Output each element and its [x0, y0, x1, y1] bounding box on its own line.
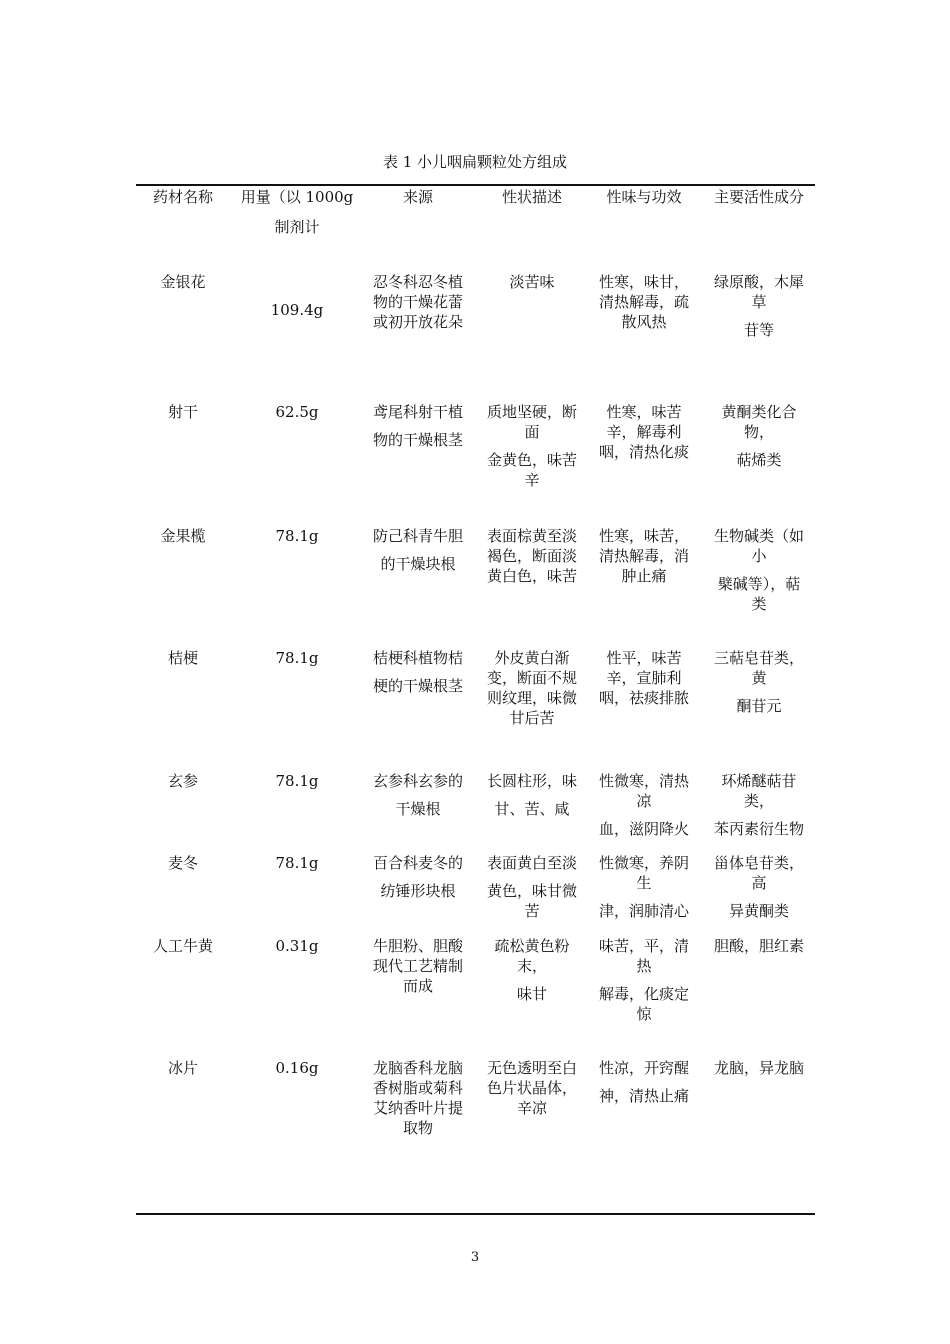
source-line: 艾纳香叶片提 [372, 1099, 463, 1117]
cell-trait [480, 936, 584, 1004]
trait-line: 疏松黄色粉 [494, 937, 570, 955]
component-line: 黄 [751, 669, 767, 687]
cell-dose: 109.4g [270, 301, 324, 319]
cell-component [706, 771, 812, 839]
source-line: 防己科青牛胆 [372, 527, 463, 545]
source-line: 而成 [402, 977, 433, 995]
taste-line: 惊 [636, 1005, 652, 1023]
taste-line: 性寒，味苦， [598, 527, 689, 545]
component-line: 酮苷元 [736, 697, 782, 715]
cell-source [366, 1058, 470, 1138]
header-component: 主要活性成分 [713, 188, 804, 206]
cell-trait [480, 526, 584, 586]
component-line: 胆酸，胆红素 [713, 937, 804, 955]
cell-source [366, 526, 470, 574]
component-line: 异黄酮类 [728, 902, 789, 920]
cell-name: 射干 [167, 403, 198, 421]
taste-line: 肿止痛 [621, 567, 667, 585]
taste-line: 清热解毒，消 [598, 547, 689, 565]
trait-line: 无色透明至白 [486, 1059, 577, 1077]
cell-trait [480, 402, 584, 490]
component-line: 生物碱类（如 [713, 527, 804, 545]
cell-source [366, 771, 470, 819]
cell-trait [480, 272, 584, 292]
cell-dose: 0.16g [275, 1059, 319, 1077]
cell-name: 冰片 [167, 1059, 198, 1077]
header-trait: 性状描述 [501, 188, 562, 206]
trait-line: 甘后苦 [509, 709, 555, 727]
component-line: 甾体皂苷类， [713, 854, 804, 872]
cell-dose: 78.1g [275, 649, 319, 667]
cell-dose: 62.5g [275, 403, 319, 421]
component-line: 三萜皂苷类， [713, 649, 804, 667]
trait-line: 苦 [524, 902, 540, 920]
component-line: 龙脑，异龙脑 [713, 1059, 804, 1077]
cell-trait [480, 1058, 584, 1118]
trait-line: 黄色，味甘微 [486, 882, 577, 900]
cell-trait [480, 771, 584, 819]
taste-line: 咽，清热化痰 [598, 443, 689, 461]
taste-line: 性寒，味甘， [598, 273, 689, 291]
taste-line: 生 [636, 874, 652, 892]
source-line: 百合科麦冬的 [372, 854, 463, 872]
component-line: 类 [751, 595, 767, 613]
taste-line: 散风热 [621, 313, 667, 331]
source-line: 牛胆粉、胆酸 [372, 937, 463, 955]
source-line: 物的干燥花蕾 [372, 293, 463, 311]
cell-component [706, 402, 812, 470]
cell-component [706, 1058, 812, 1078]
source-line: 现代工艺精制 [372, 957, 463, 975]
table-header [136, 184, 815, 270]
cell-source [366, 936, 470, 996]
cell-name: 人工牛黄 [152, 937, 213, 955]
trait-line: 淡苦味 [509, 273, 555, 291]
component-line: 黄酮类化合 [721, 403, 797, 421]
table-bottom-rule [136, 1213, 815, 1215]
trait-line: 辛凉 [516, 1099, 547, 1117]
component-line: 高 [751, 874, 767, 892]
trait-line: 褐色，断面淡 [486, 547, 577, 565]
cell-taste [592, 936, 696, 1024]
source-line: 玄参科玄参的 [372, 772, 463, 790]
taste-line: 热 [636, 957, 652, 975]
cell-trait [480, 853, 584, 921]
trait-line: 金黄色，味苦 [486, 451, 577, 469]
header-source: 来源 [402, 188, 433, 206]
trait-line: 外皮黄白渐 [494, 649, 570, 667]
trait-line: 辛 [524, 471, 540, 489]
trait-line: 味甘 [516, 985, 547, 1003]
component-line: 类， [743, 792, 774, 810]
source-line: 干燥根 [395, 800, 441, 818]
cell-taste [592, 402, 696, 462]
cell-taste [592, 526, 696, 586]
trait-line: 末， [516, 957, 547, 975]
trait-line: 则纹理，味微 [486, 689, 577, 707]
cell-taste [592, 853, 696, 921]
cell-dose: 78.1g [275, 527, 319, 545]
component-line: 苷等 [743, 321, 774, 339]
cell-dose: 78.1g [275, 772, 319, 790]
component-line: 萜烯类 [736, 451, 782, 469]
source-line: 物的干燥根茎 [372, 431, 463, 449]
cell-component [706, 648, 812, 716]
source-line: 忍冬科忍冬植 [372, 273, 463, 291]
cell-source [366, 853, 470, 901]
source-line: 梗的干燥根茎 [372, 677, 463, 695]
taste-line: 咽，祛痰排脓 [598, 689, 689, 707]
cell-taste [592, 648, 696, 708]
taste-line: 性凉，开窍醒 [598, 1059, 689, 1077]
trait-line: 面 [524, 423, 540, 441]
header-dose-line2: 制剂计 [274, 218, 320, 236]
cell-source [366, 272, 470, 332]
cell-component [706, 526, 812, 614]
source-line: 纺锤形块根 [380, 882, 456, 900]
trait-line: 甘、苦、咸 [494, 800, 570, 818]
taste-line: 清热解毒，疏 [598, 293, 689, 311]
taste-line: 性微寒，清热 [598, 772, 689, 790]
cell-taste [592, 1058, 696, 1106]
page-number: 3 [470, 1250, 480, 1265]
source-line: 桔梗科植物桔 [372, 649, 463, 667]
component-line: 绿原酸，木犀 [713, 273, 804, 291]
source-line: 鸢尾科射干植 [372, 403, 463, 421]
trait-line: 表面棕黄至淡 [486, 527, 577, 545]
source-line: 的干燥块根 [380, 555, 456, 573]
cell-component [706, 272, 812, 340]
taste-line: 味苦，平，清 [598, 937, 689, 955]
source-line: 或初开放花朵 [372, 313, 463, 331]
cell-component [706, 936, 812, 956]
cell-taste [592, 272, 696, 332]
cell-trait [480, 648, 584, 728]
trait-line: 色片状晶体， [486, 1079, 577, 1097]
component-line: 檗碱等），萜 [717, 575, 801, 593]
component-line: 草 [751, 293, 767, 311]
cell-component [706, 853, 812, 921]
component-line: 小 [751, 547, 767, 565]
cell-name: 桔梗 [167, 649, 198, 667]
cell-dose: 0.31g [275, 937, 319, 955]
source-line: 取物 [402, 1119, 433, 1137]
cell-name: 玄参 [167, 772, 198, 790]
taste-line: 神，清热止痛 [598, 1087, 689, 1105]
cell-source [366, 402, 470, 450]
taste-line: 辛，宣肺利 [606, 669, 682, 687]
cell-name: 金果榄 [160, 527, 206, 545]
cell-name: 金银花 [160, 273, 206, 291]
table-caption: 表 1 小儿咽扁颗粒处方组成 [382, 153, 568, 171]
taste-line: 辛，解毒利 [606, 423, 682, 441]
taste-line: 津，润肺清心 [598, 902, 689, 920]
source-line: 龙脑香科龙脑 [372, 1059, 463, 1077]
header-taste: 性味与功效 [606, 188, 682, 206]
cell-name: 麦冬 [167, 854, 198, 872]
taste-line: 性寒，味苦 [606, 403, 682, 421]
trait-line: 表面黄白至淡 [486, 854, 577, 872]
component-line: 苯丙素衍生物 [713, 820, 804, 838]
taste-line: 凉 [636, 792, 652, 810]
header-dose [240, 182, 354, 242]
component-line: 环烯醚萜苷 [721, 772, 797, 790]
header-name: 药材名称 [152, 188, 213, 206]
taste-line: 性平，味苦 [606, 649, 682, 667]
trait-line: 长圆柱形，味 [486, 772, 577, 790]
taste-line: 性微寒，养阴 [598, 854, 689, 872]
trait-line: 变，断面不规 [486, 669, 577, 687]
cell-source [366, 648, 470, 696]
header-dose-line1: 用量（以 1000g [240, 188, 354, 206]
taste-line: 血，滋阴降火 [598, 820, 689, 838]
component-line: 物， [743, 423, 774, 441]
trait-line: 质地坚硬，断 [486, 403, 577, 421]
source-line: 香树脂或菊科 [372, 1079, 463, 1097]
cell-dose: 78.1g [275, 854, 319, 872]
trait-line: 黄白色，味苦 [486, 567, 577, 585]
cell-taste [592, 771, 696, 839]
taste-line: 解毒，化痰定 [598, 985, 689, 1003]
